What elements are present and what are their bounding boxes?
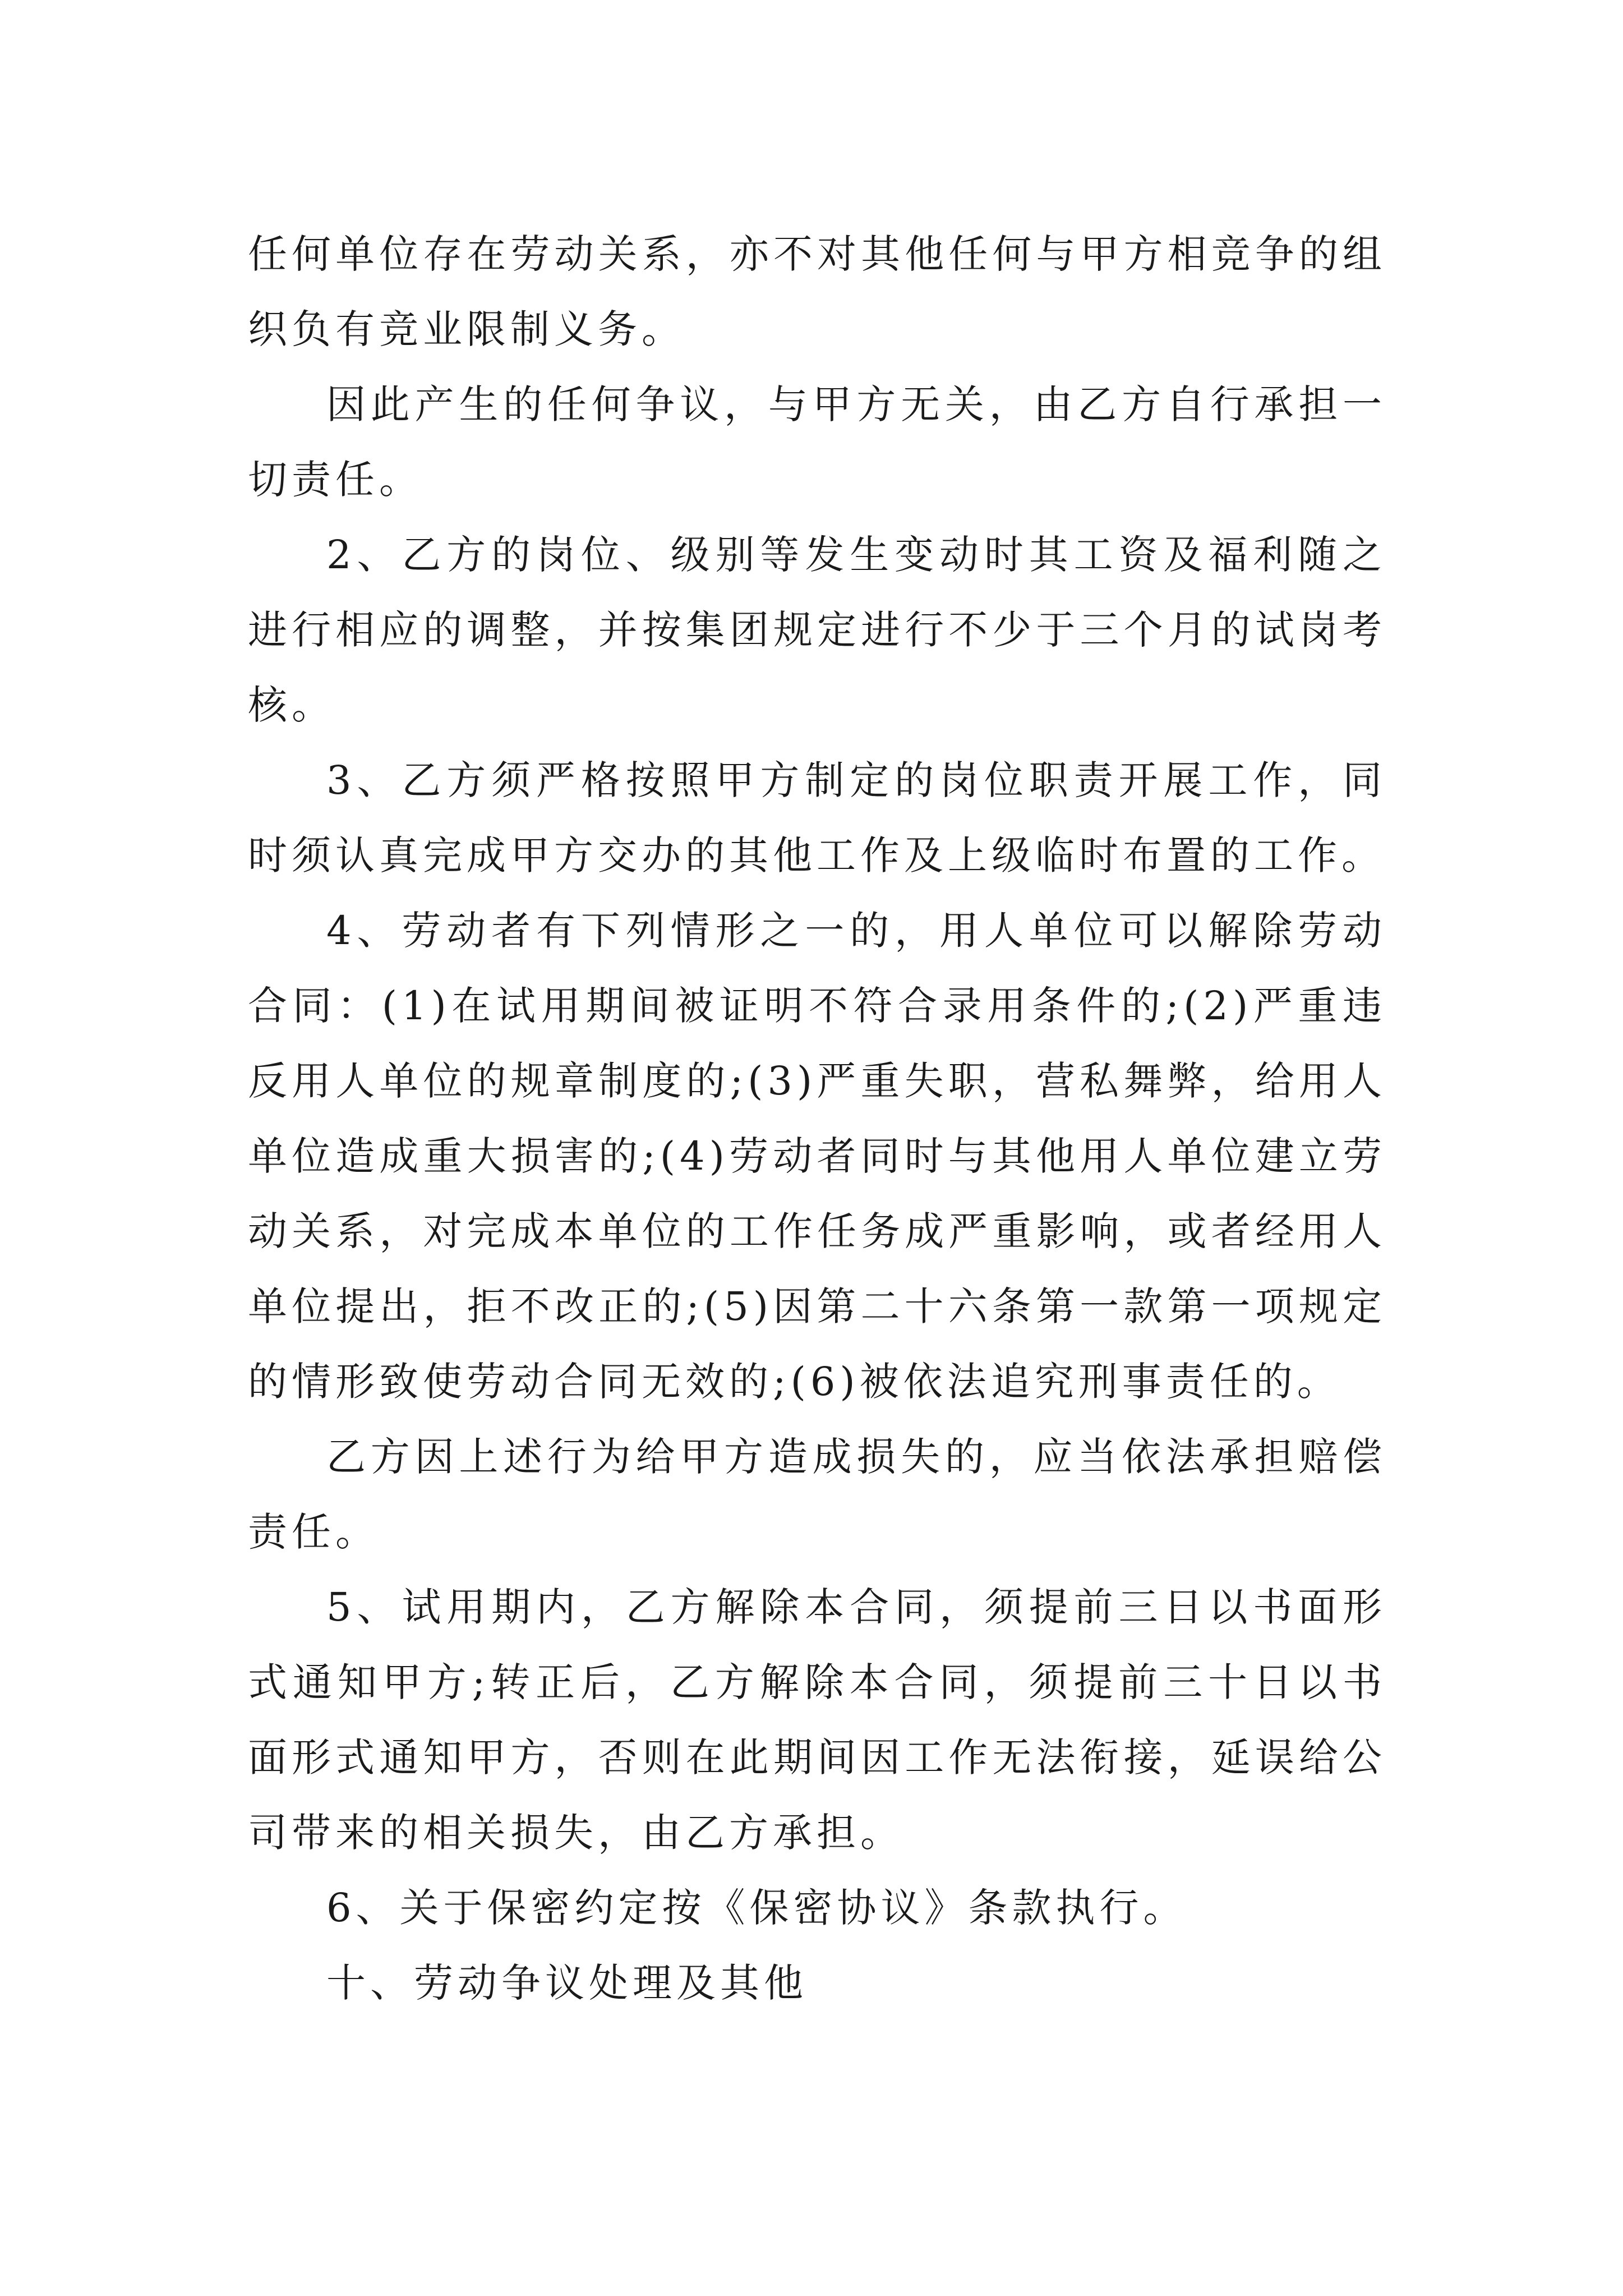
paragraph-clause-5: 5、试用期内，乙方解除本合同，须提前三日以书面形式通知甲方;转正后，乙方解除本合同，须提前三十日以书面形式通知甲方，否则在此期间因工作无法衔接，延误给公司带来的相关损失，由乙方承担。 <box>248 1584 1386 1856</box>
paragraph-dispute-liability: 因此产生的任何争议，与甲方无关，由乙方自行承担一切责任。 <box>248 381 1386 503</box>
paragraph-compensation: 乙方因上述行为给甲方造成损失的，应当依法承担赔偿责任。 <box>248 1434 1386 1555</box>
document-body <box>248 217 1386 2021</box>
paragraph-clause-6: 6、关于保密约定按《保密协议》条款执行。 <box>326 1885 1187 1931</box>
paragraph-clause-3: 3、乙方须严格按照甲方制定的岗位职责开展工作，同时须认真完成甲方交办的其他工作及上级临时布置的工作。 <box>248 757 1386 878</box>
paragraph-clause-4: 4、劳动者有下列情形之一的，用人单位可以解除劳动合同：(1)在试用期间被证明不符合录用条件的;(2)严重违反用人单位的规章制度的;(3)严重失职，营私舞弊，给用人单位造成重大损害的;(4)劳动者同时与其他用人单位建立劳动关系，对完成本单位的工作任务成严重影响，或者经用人单位提出，拒不改正的;(5)因第二十六条第一款第一项规定的情形致使劳动合同无效的;(6)被依法追究刑事责任的。 <box>248 908 1386 1405</box>
section-heading-10: 十、劳动争议处理及其他 <box>326 1960 808 2006</box>
paragraph-continuation: 任何单位存在劳动关系，亦不对其他任何与甲方相竞争的组织负有竞业限制义务。 <box>248 231 1386 352</box>
paragraph-clause-2: 2、乙方的岗位、级别等发生变动时其工资及福利随之进行相应的调整，并按集团规定进行不少于三个月的试岗考核。 <box>248 532 1386 728</box>
